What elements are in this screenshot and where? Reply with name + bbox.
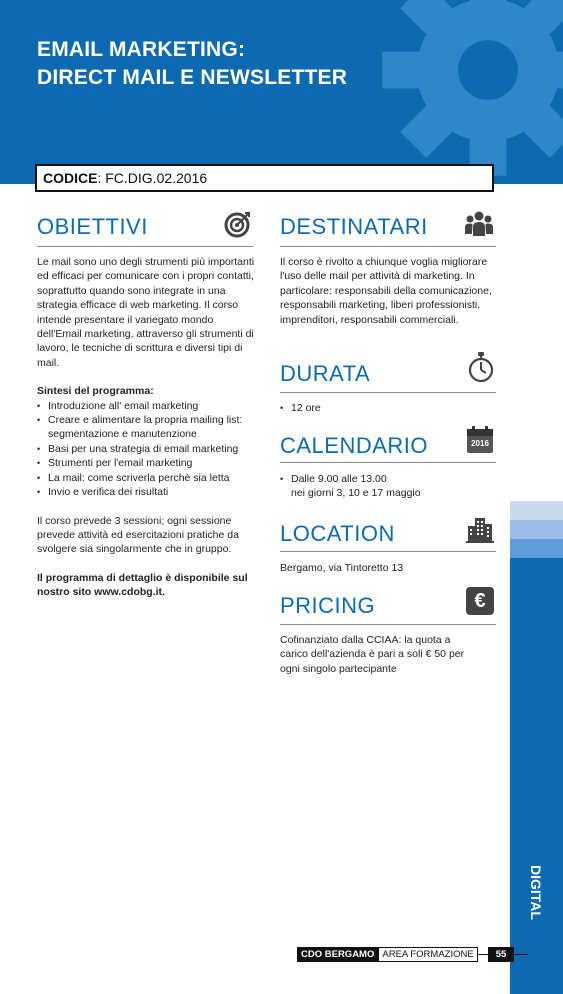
durata-heading: DURATA (280, 361, 371, 386)
location-rule (280, 551, 496, 552)
course-code-box (35, 164, 494, 192)
building-icon (466, 516, 494, 544)
code-value: : FC.DIG.02.2016 (97, 170, 208, 186)
calendario-text (280, 472, 496, 501)
sidebar-stripe (510, 501, 563, 520)
program-heading: Sintesi del programma: (37, 385, 154, 398)
pricing-text: Cofinanziato dalla CCIAA: la quota a carico dell'azienda è pari a soli € 50 per ogni singolo partecipante (280, 634, 465, 675)
sidebar-stripe (510, 539, 563, 558)
list-item: • Basi per una strategia di email marketing (37, 442, 255, 456)
gear-icon (373, 0, 563, 184)
footer-brand: CDO BERGAMO (297, 947, 378, 962)
footer-divider (514, 954, 528, 955)
stopwatch-icon (468, 351, 494, 383)
pricing-rule (280, 624, 496, 625)
footer (297, 946, 528, 963)
destinatari-heading: DESTINATARI (280, 214, 428, 239)
sessions-text: Il corso prevede 3 sessioni; ogni sessione prevede attività ed esercitazioni pratiche da svolgere sia singolarmente che in gruppo. (37, 514, 239, 556)
title-line-1: EMAIL MARKETING: (37, 38, 246, 61)
page-number: 55 (488, 947, 515, 962)
pricing-heading: PRICING (280, 593, 376, 618)
location-text: Bergamo, via Tintoretto 13 (280, 562, 404, 574)
durata-rule (280, 392, 496, 393)
sidebar-label (522, 865, 552, 925)
list-item: • 12 ore (280, 401, 496, 415)
calendar-line-1: Dalle 9.00 alle 13.00 (291, 473, 387, 485)
list-item: • Strumenti per l'email marketing (37, 456, 255, 470)
list-item: • Invio e verifica dei risultati (37, 485, 255, 499)
sidebar-stripe (510, 520, 563, 539)
list-item: • Introduzione all' email marketing (37, 399, 255, 413)
list-item: • Creare e alimentare la propria mailing list: segmentazione e manutenzione (37, 413, 255, 442)
destinatari-text: Il corso è rivolto a chiunque voglia migliorare l'uso delle mail per attività di marketing. In particolare: responsabili della comunicazione, responsabili marketing, liberi professionisti, imprenditori, responsabili commerciali. (280, 256, 492, 326)
obiettivi-rule (37, 246, 253, 247)
title-line-2: DIRECT MAIL E NEWSLETTER (37, 66, 348, 89)
people-icon (464, 210, 494, 238)
calendar-icon (466, 426, 494, 454)
digital-label: DIGITAL (528, 865, 544, 920)
euro-icon: € (466, 587, 494, 615)
page-title (37, 36, 347, 92)
code-label: CODICE (43, 170, 98, 186)
program-list (37, 399, 255, 500)
durata-text (280, 401, 496, 415)
calendario-heading: CALENDARIO (280, 433, 429, 458)
list-item (280, 472, 496, 501)
obiettivi-heading: OBIETTIVI (37, 214, 148, 239)
header-banner (0, 0, 563, 184)
calendar-line-2: nei giorni 3, 10 e 17 maggio (291, 487, 421, 500)
obiettivi-intro: Le mail sono uno degli strumenti più importanti ed efficaci per comunicare con i propri contatti, soprattutto quando sono integrate in una strategia efficace di web marketing. Il corso intende presentare il variegato mondo dell'Email marketing, attraverso gli strumenti di lavoro, le tecniche di scrittura e diversi tipi di mail. (37, 256, 255, 369)
detail-text: Il programma di dettaglio è disponibile sul nostro sito www.cdobg.it. (37, 571, 248, 599)
calendar-year: 2016 (471, 439, 489, 448)
footer-divider (478, 954, 488, 955)
destinatari-rule (280, 246, 496, 247)
footer-area: AREA FORMAZIONE (378, 947, 477, 962)
target-icon (224, 210, 252, 238)
calendario-rule (280, 462, 496, 463)
location-heading: LOCATION (280, 521, 395, 546)
obiettivi-text (37, 255, 255, 600)
list-item: • La mail: come scriverla perchè sia letta (37, 471, 255, 485)
